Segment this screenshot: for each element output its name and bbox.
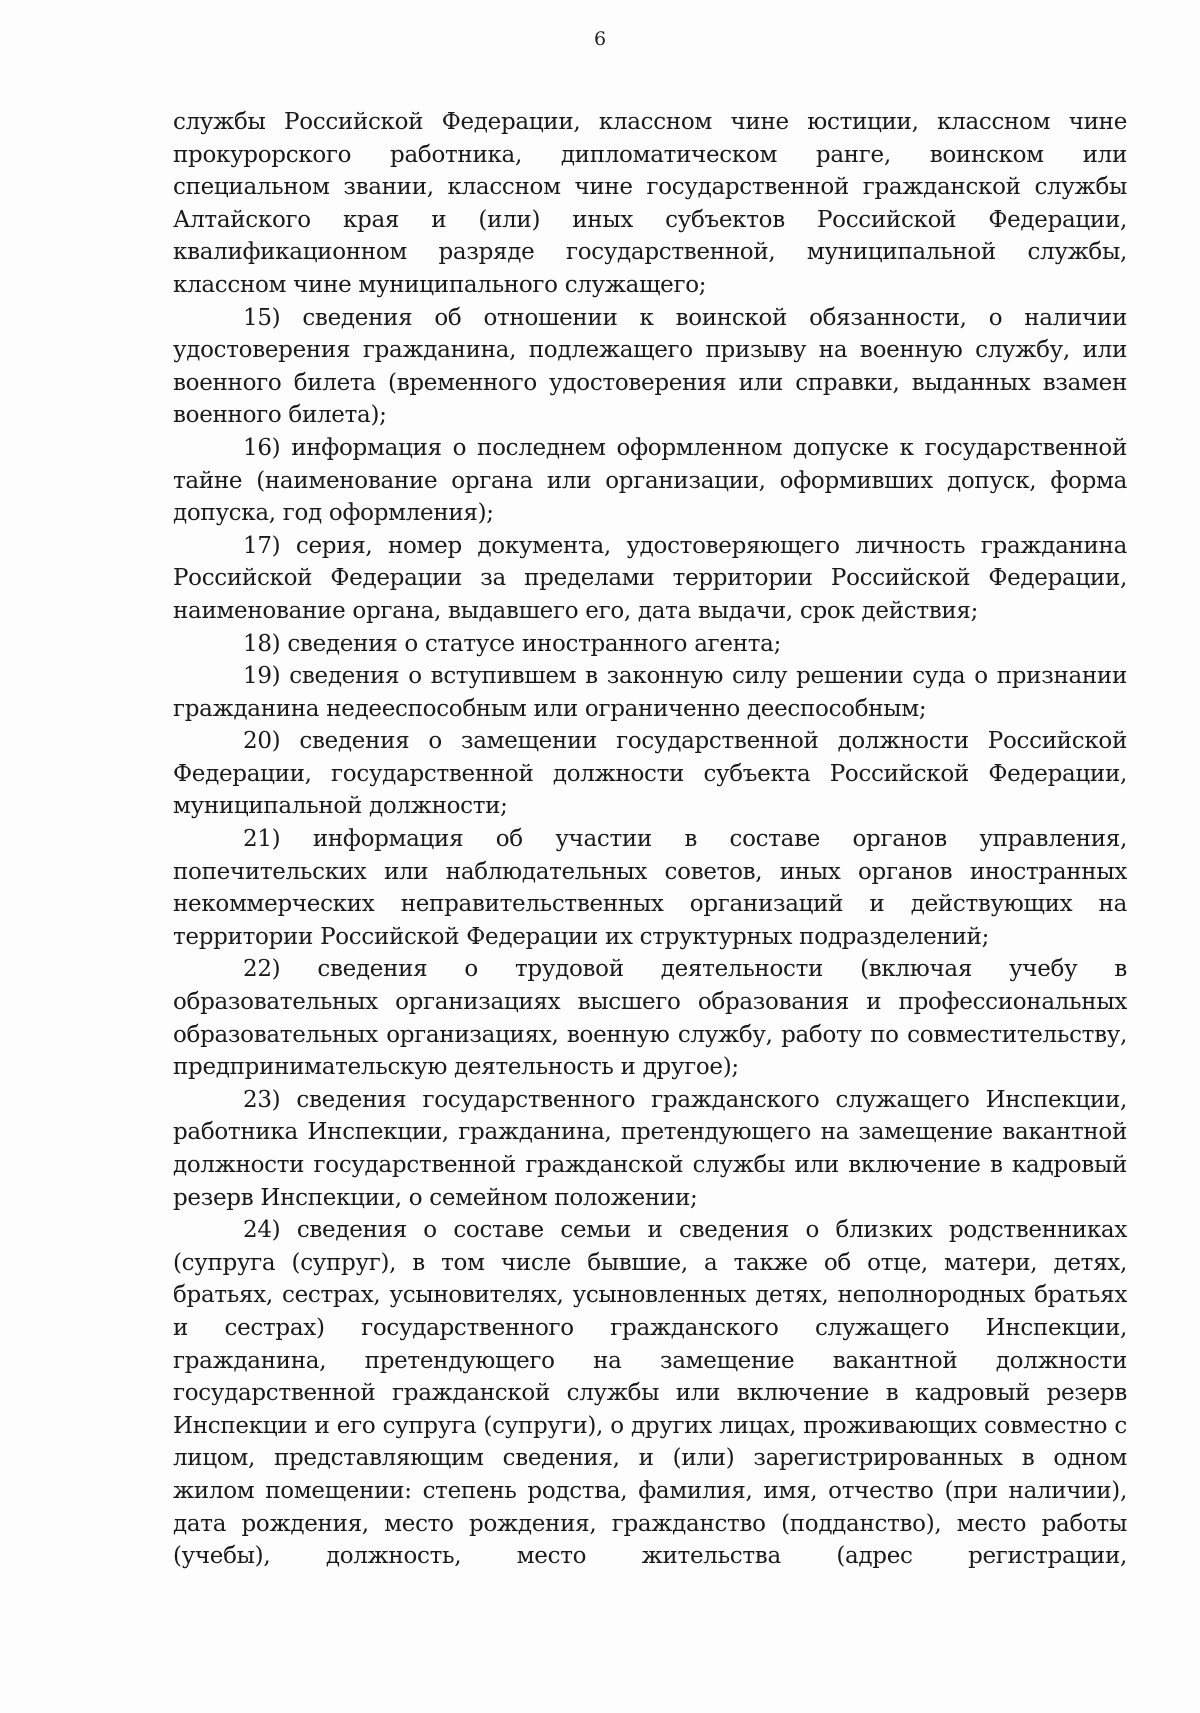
paragraph-item-20: 20) сведения о замещении государственной должности Российской Федерации, государственной должности субъекта Российской Федерации, муниципальной должности; (173, 728, 1127, 820)
page-number: 6 (593, 28, 607, 50)
paragraph-item-22: 22) сведения о трудовой деятельности (включая учебу в образовательных организациях высшего образования и профессиональных образовательных организациях, военную службу, работу по совместительству, предпринимательскую деятельность и другое); (173, 956, 1127, 1081)
document-body (173, 106, 1127, 1573)
paragraph-item-19: 19) сведения о вступившем в законную силу решении суда о признании гражданина недееспособным или ограниченно дееспособным; (173, 663, 1127, 722)
paragraph-item-16: 16) информация о последнем оформленном допуске к государственной тайне (наименование органа или организации, оформивших допуск, форма допуска, год оформления); (173, 434, 1127, 527)
paragraph-item-23: 23) сведения государственного гражданского служащего Инспекции, работника Инспекции, гражданина, претендующего на замещение вакантной должности государственной гражданской службы или включение в кадровый резерв Инспекции, о семейном положении; (173, 1086, 1127, 1211)
paragraph-item-17: 17) серия, номер документа, удостоверяющего личность гражданина Российской Федерации за пределами территории Российской Федерации, наименование органа, выдавшего его, дата выдачи, срок действия; (173, 532, 1127, 624)
paragraph-item-15: 15) сведения об отношении к воинской обязанности, о наличии удостоверения гражданина, подлежащего призыву на военную службу, или военного билета (временного удостоверения или справки, выданных взамен военного билета); (173, 304, 1127, 429)
paragraph-continuation: службы Российской Федерации, классном чине юстиции, классном чине прокурорского работника, дипломатическом ранге, воинском или специальном звании, классном чине государственной гражданской службы Алтайского края и (или) иных субъектов Российской Федерации, квалификационном разряде государственной, муниципальной службы, классном чине муниципального служащего; (173, 109, 1127, 298)
paragraph-item-18: 18) сведения о статусе иностранного агента; (243, 630, 782, 657)
paragraph-item-24: 24) сведения о составе семьи и сведения о близких родственниках (супруга (супруг), в том числе бывшие, а также об отце, матери, детях, братьях, сестрах, усыновителях, усыновленных детях, неполнородных братьях и сестрах) государственного гражданского служащего Инспекции, гражданина, претендующего на замещение вакантной должности государственной гражданской службы или включение в кадровый резерв Инспекции и его супруга (супруги), о других лицах, проживающих совместно с лицом, представляющим сведения, и (или) зарегистрированных в одном жилом помещении: степень родства, фамилия, имя, отчество (при наличии), дата рождения, место рождения, гражданство (подданство), место работы (учебы), должность, место жительства (адрес регистрации, (173, 1217, 1127, 1570)
paragraph-item-21: 21) информация об участии в составе органов управления, попечительских или наблюдательных советов, иных органов иностранных некоммерческих неправительственных организаций и действующих на территории Российской Федерации их структурных подразделений; (173, 826, 1127, 950)
